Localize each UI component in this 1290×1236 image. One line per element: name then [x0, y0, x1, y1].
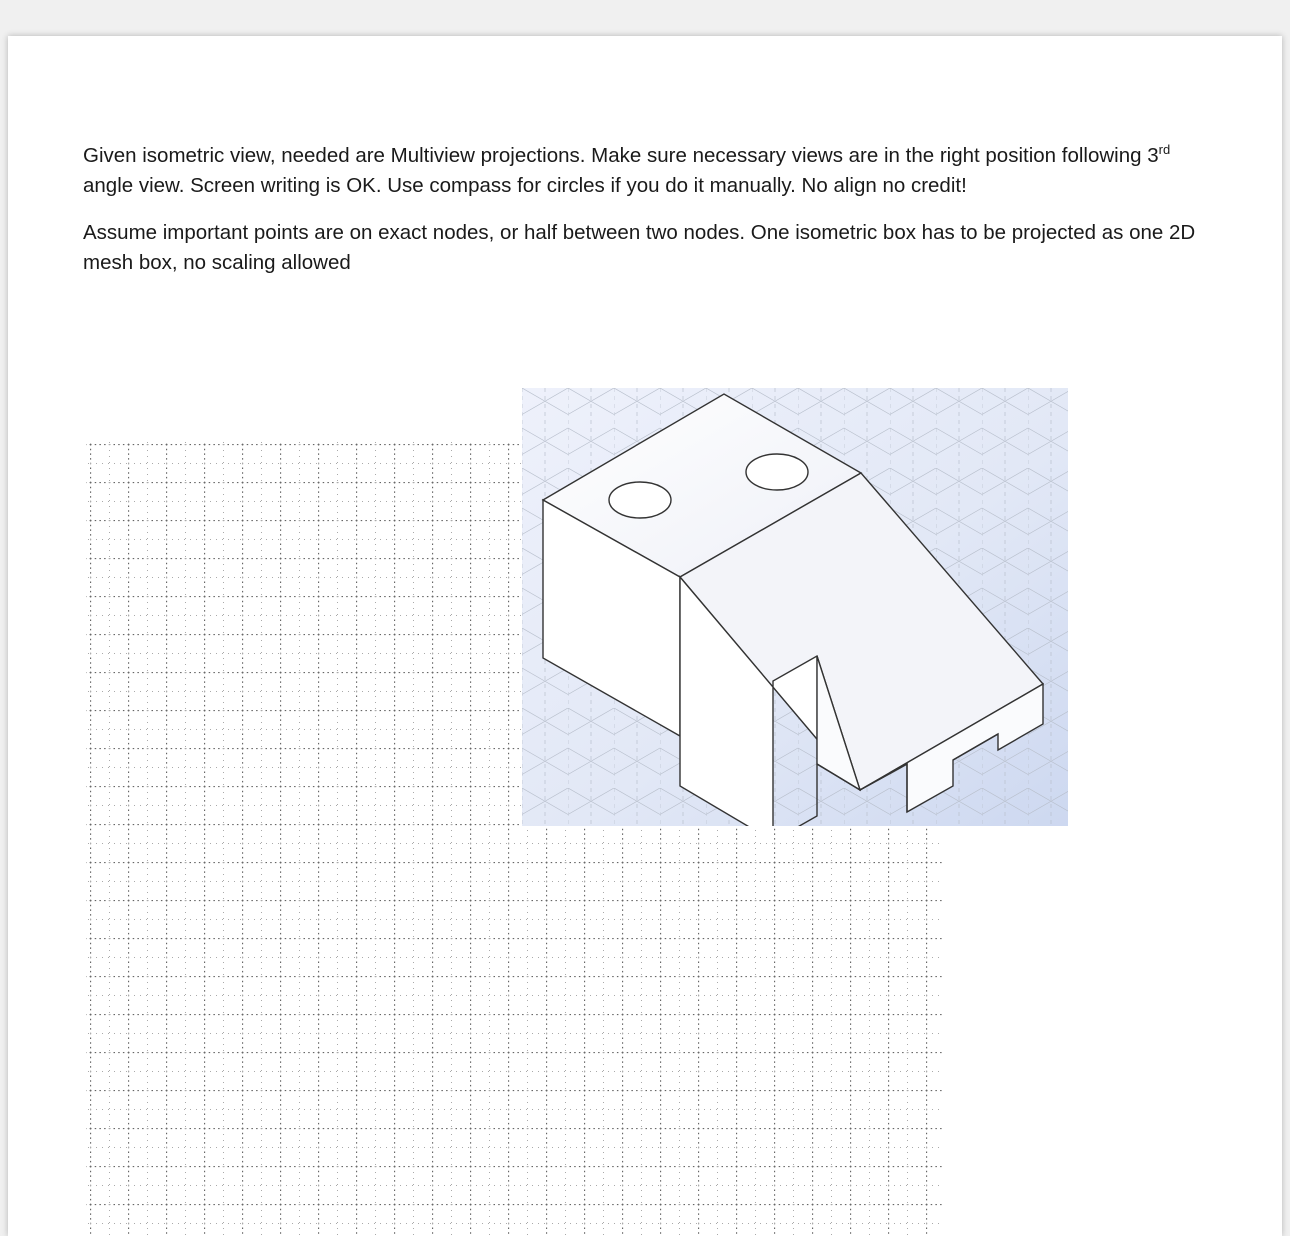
hole-right: [746, 454, 808, 490]
instruction-text-1a: Given isometric view, needed are Multiview projections. Make sure necessary views are in the right position following 3: [83, 144, 1159, 167]
document-page: [8, 36, 1282, 1236]
ordinal-suffix: rd: [1158, 142, 1171, 158]
grid-area-left: [86, 441, 522, 1236]
instruction-paragraph-2: Assume important points are on exact nodes, or half between two nodes. One isometric box has to be projected as one 2D mesh box, no scaling allowed: [83, 221, 1196, 274]
hole-left: [609, 482, 671, 518]
grid-area-bottom: [522, 826, 942, 1236]
isometric-figure: [522, 388, 1068, 826]
instruction-text-1b: angle view. Screen writing is OK. Use compass for circles if you do it manually. No align no credit!: [83, 174, 967, 197]
